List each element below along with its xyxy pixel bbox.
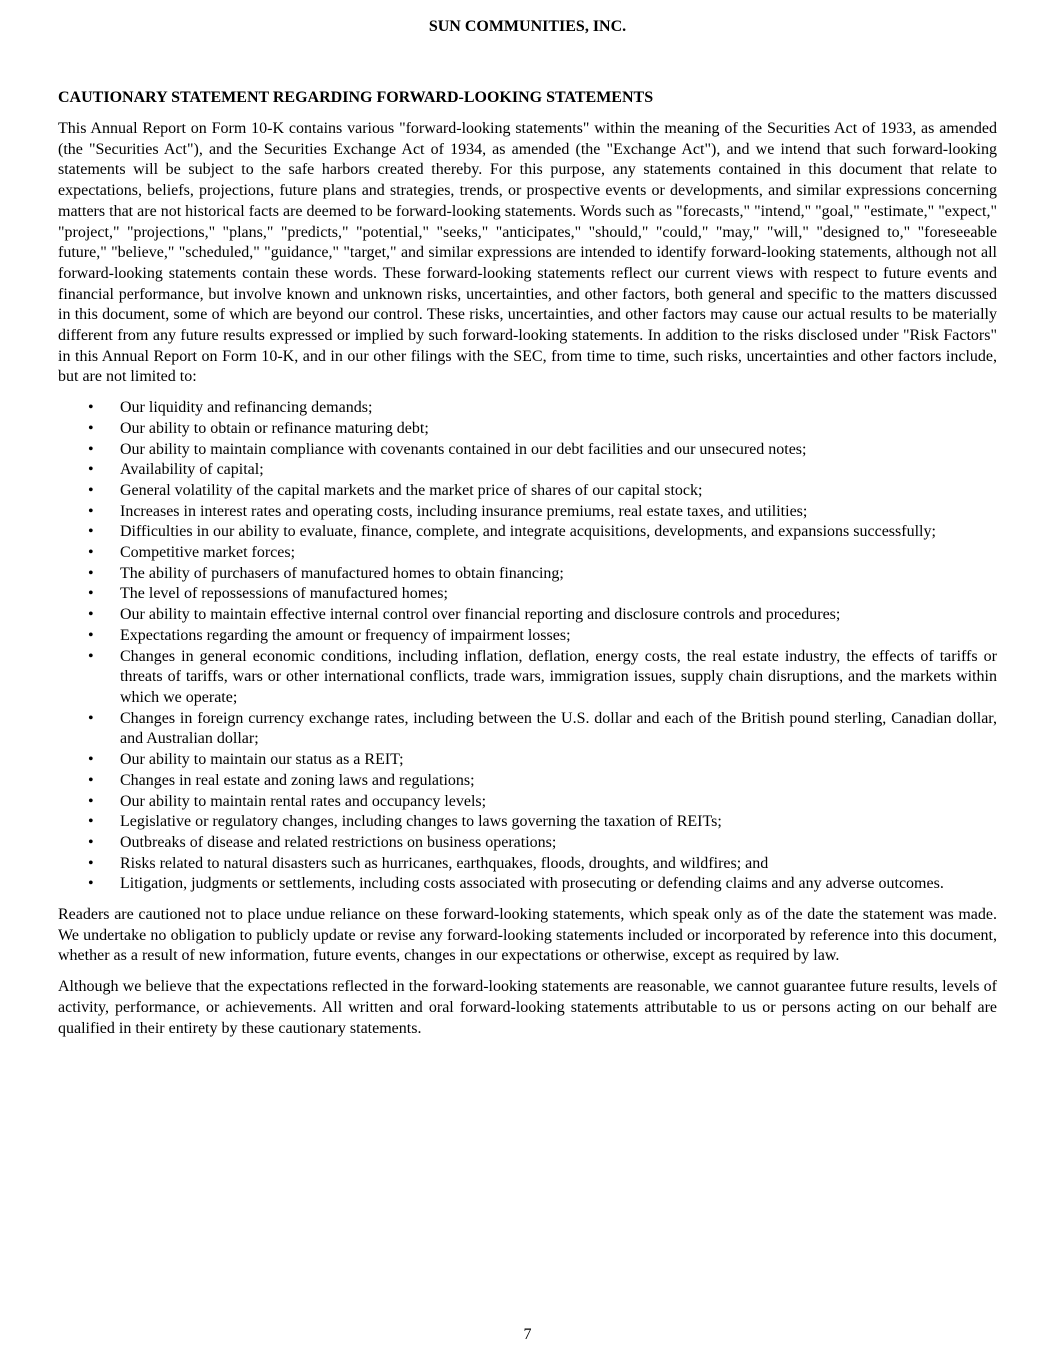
risk-factor-list	[58, 398, 997, 895]
bullet-icon: •	[88, 647, 94, 665]
list-item-text: Risks related to natural disasters such as hurricanes, earthquakes, floods, droughts, and wildfires; and	[120, 854, 769, 872]
company-header: SUN COMMUNITIES, INC.	[428, 18, 627, 35]
list-item	[58, 833, 997, 854]
list-item-text: Availability of capital;	[120, 461, 264, 479]
list-item-text: Our ability to obtain or refinance maturing debt;	[120, 419, 429, 437]
page-number: 7	[523, 1326, 532, 1343]
bullet-icon: •	[88, 544, 94, 562]
closing-paragraph-reliance: Readers are cautioned not to place undue reliance on these forward-looking statements, which speak only as of the date the statement was made. We undertake no obligation to publicly update or revise any forward-looking statements included or incorporated by reference into this document, whether as a result of new information, future events, changes in our expectations or otherwise, except as required by law.	[58, 906, 997, 965]
list-item-text: Our ability to maintain our status as a REIT;	[120, 751, 404, 769]
list-item	[58, 709, 997, 750]
bullet-icon: •	[88, 481, 94, 499]
list-item	[58, 522, 997, 543]
bullet-icon: •	[88, 461, 94, 479]
bullet-icon: •	[88, 606, 94, 624]
list-item-text: Changes in foreign currency exchange rates, including between the U.S. dollar and each of the British pound sterling, Canadian dollar, and Australian dollar;	[120, 709, 997, 748]
bullet-icon: •	[88, 626, 94, 644]
bullet-icon: •	[88, 523, 94, 541]
list-item-text: Our ability to maintain compliance with covenants contained in our debt facilities and our unsecured notes;	[120, 440, 807, 458]
list-item-text: The ability of purchasers of manufactured homes to obtain financing;	[120, 564, 564, 582]
section-heading: CAUTIONARY STATEMENT REGARDING FORWARD-LOOKING STATEMENTS	[58, 89, 654, 106]
bullet-icon: •	[88, 771, 94, 789]
list-item	[58, 854, 997, 875]
list-item-text: Changes in real estate and zoning laws and regulations;	[120, 771, 475, 789]
closing-paragraph-expectations: Although we believe that the expectations reflected in the forward-looking statements are reasonable, we cannot guarantee future results, levels of activity, performance, or achievements. All written and oral forward-looking statements attributable to us or persons acting on our behalf are qualified in their entirety by these cautionary statements.	[58, 978, 997, 1037]
list-item	[58, 543, 997, 564]
bullet-icon: •	[88, 419, 94, 437]
list-item-text: General volatility of the capital markets and the market price of shares of our capital stock;	[120, 481, 703, 499]
list-item	[58, 584, 997, 605]
bullet-icon: •	[88, 792, 94, 810]
list-item	[58, 481, 997, 502]
bullet-icon: •	[88, 751, 94, 769]
list-item-text: Expectations regarding the amount or frequency of impairment losses;	[120, 626, 571, 644]
list-item-text: Legislative or regulatory changes, including changes to laws governing the taxation of REITs;	[120, 813, 722, 831]
section-body	[58, 119, 997, 1049]
list-item	[58, 771, 997, 792]
list-item-text: Competitive market forces;	[120, 544, 296, 562]
list-item	[58, 626, 997, 647]
list-item-text: The level of repossessions of manufactured homes;	[120, 585, 448, 603]
list-item-text: Litigation, judgments or settlements, including costs associated with prosecuting or defending claims and any adverse outcomes.	[120, 875, 944, 893]
list-item-text: Our ability to maintain rental rates and occupancy levels;	[120, 792, 487, 810]
list-item	[58, 647, 997, 709]
list-item	[58, 419, 997, 440]
list-item	[58, 874, 997, 895]
bullet-icon: •	[88, 854, 94, 872]
bullet-icon: •	[88, 399, 94, 417]
list-item-text: Difficulties in our ability to evaluate, finance, complete, and integrate acquisitions, developments, and expansions successfully;	[120, 523, 936, 541]
list-item	[58, 750, 997, 771]
list-item	[58, 792, 997, 813]
bullet-icon: •	[88, 813, 94, 831]
bullet-icon: •	[88, 875, 94, 893]
list-item	[58, 460, 997, 481]
list-item-text: Changes in general economic conditions, including inflation, deflation, energy costs, the real estate industry, the effects of tariffs or threats of tariffs, wars or other international conflicts, trade wars, immigration issues, supply chain disruptions, and the markets within which we operate;	[120, 647, 997, 706]
bullet-icon: •	[88, 833, 94, 851]
list-item	[58, 398, 997, 419]
list-item	[58, 605, 997, 626]
list-item	[58, 564, 997, 585]
bullet-icon: •	[88, 585, 94, 603]
list-item-text: Increases in interest rates and operating costs, including insurance premiums, real estate taxes, and utilities;	[120, 502, 808, 520]
intro-paragraph: This Annual Report on Form 10-K contains various "forward-looking statements" within the meaning of the Securities Act of 1933, as amended (the "Securities Act"), and the Securities Exchange Act of 1934, as amended (the "Exchange Act"), and we intend that such forward-looking statements will be subject to the safe harbors created thereby. For this purpose, any statements contained in this document that relate to expectations, beliefs, projections, future plans and strategies, trends, or prospective events or developments, and similar expressions concerning matters that are not historical facts are deemed to be forward-looking statements. Words such as "forecasts," "intend," "goal," "estimate," "expect," "project," "projections," "plans," "predicts," "potential," "seeks," "anticipates," "should," "could," "may," "will," "designed to," "foreseeable future," "believe," "scheduled," "guidance," "target," and similar expressions are intended to identify forward-looking statements, although not all forward-looking statements contain these words. These forward-looking statements reflect our current views with respect to future events and financial performance, but involve known and unknown risks, uncertainties, and other factors, both general and specific to the matters discussed in this document, some of which are beyond our control. These risks, uncertainties, and other factors may cause our actual results to be materially different from any future results expressed or implied by such forward-looking statements. In addition to the risks disclosed under "Risk Factors" in this Annual Report on Form 10-K, and in our other filings with the SEC, from time to time, such risks, uncertainties and other factors include, but are not limited to:	[58, 120, 997, 386]
bullet-icon: •	[88, 709, 94, 727]
list-item-text: Our ability to maintain effective internal control over financial reporting and disclosure controls and procedures;	[120, 606, 841, 624]
bullet-icon: •	[88, 440, 94, 458]
list-item-text: Outbreaks of disease and related restrictions on business operations;	[120, 833, 557, 851]
list-item	[58, 812, 997, 833]
list-item-text: Our liquidity and refinancing demands;	[120, 399, 373, 417]
list-item	[58, 502, 997, 523]
bullet-icon: •	[88, 564, 94, 582]
bullet-icon: •	[88, 502, 94, 520]
list-item	[58, 440, 997, 461]
